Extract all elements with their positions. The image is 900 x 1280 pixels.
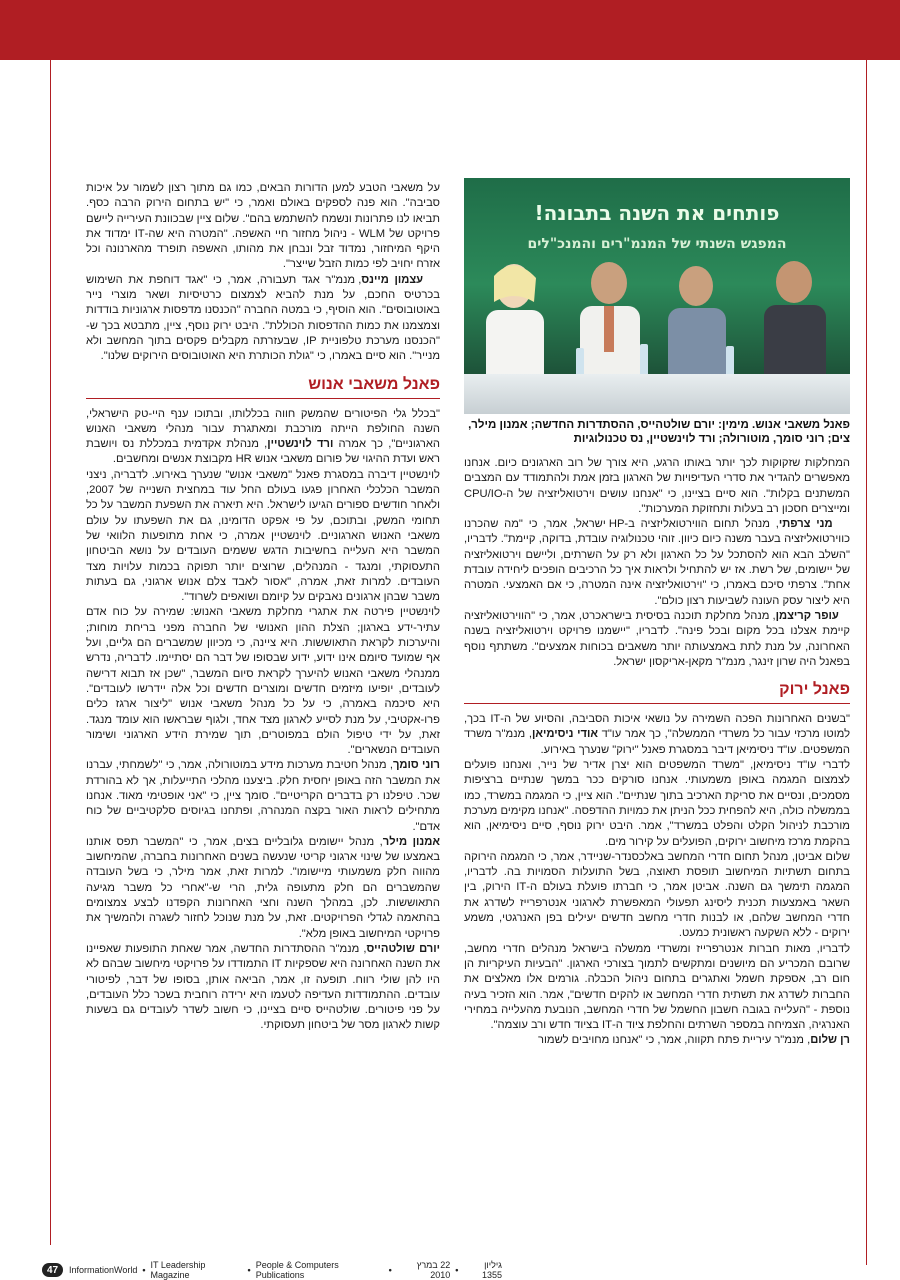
right-paragraph <box>464 517 850 609</box>
right-paragraph <box>464 1033 850 1048</box>
left-paragraph <box>86 407 440 468</box>
photo-caption: פאנל משאבי אנוש. מימין: יורם שולטהייס, ההסתדרות החדשה; אמנון מילר, צים; רוני סומך, מוטורולה; ורד לוינשטיין, נס טכנולוגיות <box>468 419 850 445</box>
right-margin-rule <box>866 60 867 1265</box>
right-paragraph: שלום אביטן, מנהל תחום חדרי המחשב באלכסנדר-שניידר, אמר, כי המגמה הירוקה בתחום תשתיות המיחשוב תופסת תאוצה, בשל התועלות הסמויות בה. לדבריו, המגמה תימשך גם השנה. אביטן אמר, כי חברתו פועלת בעולם ה-IT הירוק, בין השאר באמצעות תכנית ליסינג תפעולי המאפשרת לארגוני אנטרפרייז לשדרג את חדרי המחשב שלהם, או לבנות חדרי מחשב חדשים יעילים בפן האנרגטי, משמע ירוקים - ללא השקעה ראשונית כמעט. <box>464 850 851 940</box>
water-bottle-icon <box>726 346 734 376</box>
water-bottle-icon <box>576 348 584 376</box>
bullet-separator: • <box>388 1265 392 1275</box>
left-paragraph: על משאבי הטבע למען הדורות הבאים, כמו גם מתוך רצון לשמור על איכות סביבה". הוא פנה לספקים באולם ואמר, כי "יש בתחום הירוק הרבה כסף. תביאו לנו פתרונות ונשמח להשתמש בהם". שלום ציין שבכוונת העירייה ליישם פרויקט של WLM - ניהול מחזור חיי האשפה. "המטרה היא שה-IT ימדוד את היקף המיחזור, נמדוד זבל ונבחן את מהותו, האשפה תופרד מהארנונה וכל אזרח יחויב לפי כמות הזבל שייצר". <box>86 182 440 271</box>
person-figure <box>486 264 544 390</box>
speaker-name: עופר קריצמן <box>775 609 839 622</box>
paragraph-text: , מנהל חטיבת מערכות מידע במוטורולה, אמר, כי "לשמחתי, עברנו את המשבר הזה באופן יחסית חלק. ביצענו מהלכי התייעלות, אך לא בהורדת שכר. טיפלנו רק בדברים הקריטיים". סומך ציין, כי "אני אופטימי מאוד. אנחנו מתחילים לראות האור בקצה המנהרה, ופתחנו בגיוסים סלקטיביים של כוח אדם". <box>86 759 440 833</box>
speaker-name: עצמון מיינס <box>361 273 424 286</box>
paragraph-text: , מנהל יישומים גלובליים בצים, אמר, כי "המשבר תפס אותנו באמצעו של שינוי ארגוני קריטי שנעשה בשנים האחרונות בחברה, שהמיחשוב מהווה חלק משמעותי מיישומו". למרות זאת, אמר מילר, כי בשל העובדה שהמשברים הם חלק מתעופה גלית, הרי ש-"אחרי כל משבר מגיעה התאוששות. לכן, במהלך השנה וחצי האחרונות הקפדנו לבצע צמצומים בהתאמה לגדלי הפרויקטים. זאת, על מנת שנוכל לחזור לשגרה ולהמשיך את פרויקטי המיחשוב באופן מלא". <box>86 835 440 940</box>
panel-photo <box>464 178 850 414</box>
right-paragraph: לדברי עו"ד ניסימיאן, "משרד המשפטים הוא יצרן אדיר של נייר, ואנחנו פועלים לצמצום המגמה באופן משמעותי. אנחנו סורקים ככר במשך שנתיים ברציפות מסמכים, ונסיים את סריקת הארכיב בתוך שנתיים". הוא ציין, כי המגמה במשרד, כמו בממשלה כולה, היא להפחית ככל הניתן את כמויות ההדפסה. "אנחנו מקימים מערכת מורכבת לניהול הקלט והפלט במשרד", אמר. היבט ירוק נוסף, סיים ניסימיאן, הוא בהקמת מרכז מיחשוב ירוקים, הפועלים על קירור מים. <box>464 759 850 848</box>
speaker-name: אודי ניסימיאן <box>532 728 598 741</box>
speaker-name: ורד לוינשטיין <box>267 438 334 451</box>
photo-banner-subtitle: המפגש השנתי של המנמ"רים והמנכ"לים <box>527 236 787 252</box>
section-heading-green: פאנל ירוק <box>464 680 850 704</box>
speaker-name: יורם שולטהייס <box>366 942 440 955</box>
paragraph-text: "בכלל גלי הפיטורים שהמשק חווה בכללותו, ובתוכו ענף היי-טק הישראלי, השנה החולפת הייתה מורכבת ומאתגרת עבור מנהלי משאבי האנוש הארגוניים", כך אמרה <box>86 407 440 451</box>
speaker-name: מני צרפתי <box>778 518 833 531</box>
left-paragraph <box>86 942 440 1034</box>
left-paragraph: לוינשטיין דיברה במסגרת פאנל "משאבי אנוש" שנערך באירוע. לדבריה, ניצני המשבר הכלכלי האחרון פגעו בעולם החל עוד במחצית השנייה של 2007, ולאחר חודשים ספורים הגיעו לישראל. היא תיארה את השפעת המשבר על כל תחומי המשק, ובתוכם, על פי אפקט הדומינו, גם את השפעתו על עולם משאבי האנוש הארגוניים. לוינשטיין אמרה, כי אחת מתופעות הלוואי של המשבר היא העלייה בחשיבות הדגש ששמים העובדים על נושא הביטחון התעסוקתי, ומנגד - המנהלים, שרוצים יותר תפוקה בכמות עלויות מצד העובדים. למרות זאת, אמרה, "אסור לאבד צלם אנוש ארגוני, גם בעתות משבר שבהן ארגונים נאבקים על קיומם ושואפים לשרוד". <box>86 468 440 604</box>
paragraph-text: "בשנים האחרונות הפכה השמירה על נושאי איכות הסביבה, והסיוע של ה-IT בכך, למוטו מרכזי עבור כל משרדי הממשלה", כך אמר עו"ד <box>464 713 850 741</box>
footer-publisher: People & Computers Publications <box>255 1260 339 1280</box>
right-paragraph: לדבריו, מאות חברות אנטרפרייז ומשרדי ממשלה בישראל מנהלים חדרי מחשב, שרובם המכריע הם מיושנים ומתקשים לתמוך בצורכי הארגון. "הבעיות העיקריות הן חום רב, אספקת חשמל ואתגרים בתחום ניהול הכבלה. גורמים אלו מאלצים את החברות לשדרג את תשתית חדרי המחשב או להקים חדשים", אמר. הוא הזכיר בעיה נוספת - "העלייה בגובה חשבון החשמל של חדרי המחשב, הנובעת מהעלייה במחירי האנרגיה, הצמיחה במספר השרתים והחלפת ציוד ה-IT בציוד חדש ורב עוצמה". <box>464 942 850 1032</box>
panel-table <box>464 374 850 414</box>
right-text-column <box>464 456 850 1049</box>
paragraph-text: , מנהל תחום הווירטואליזציה ב-HP ישראל, אמר, כי "מה שהכרנו כווירטואליזציה בעבר משנה כיום כיוון. זוהי טכנולוגיה עובדת, בדוקה, קיימת". לדבריו, "השלב הבא הוא להסתכל על כל הארגון ולא רק על השרתים, וליישם וירטואליזציה של יישומים, של רשת. אז יש להתחיל ולראות איך כל הרכיבים הופכים ליחידה עובדת אחת". צרפתי סיכם באמרו, כי "וירטואליזציה אינה המטרה, כי אם האמצעי. המטרה היא ליצור עסק העונה לשביעות רצון כולם". <box>464 518 850 607</box>
bullet-separator: • <box>142 1265 146 1275</box>
footer-issue: גיליון 1355 <box>481 1260 502 1280</box>
paragraph-text: , מנהלת אקדמית במכללת נס ויושבת ראש ועדת ההיגוי של פורום משאבי אנוש HR מקבוצת אנשים ומחשבים. <box>86 438 440 466</box>
left-text-column <box>86 181 440 1034</box>
page-number: 47 <box>42 1263 63 1277</box>
right-paragraph <box>464 609 850 670</box>
paragraph-text: , מנמ"ר משרד המשפטים. עו"ד ניסימיאן דיבר במסגרת פאנל "ירוק" שנערך באירוע. <box>464 728 850 756</box>
right-paragraph <box>464 712 850 758</box>
left-paragraph <box>86 273 440 365</box>
left-margin-rule <box>50 60 51 1245</box>
footer-magazine: IT Leadership Magazine <box>150 1260 206 1280</box>
left-paragraph: לוינשטיין פירטה את אתגרי מחלקת משאבי האנוש: שמירה על כוח אדם עתיר-ידע בארגון; הצלת ההון האנושי של החברה מפני בריחת מוחות; והיערכות לקראת התאוששות. היא ציינה, כי מכיוון שמשברים הם גליים, ועל אף שמועד סיומם אינו ידוע, ידוע שבסופו של דבר הם יסתיימו. לדבריה, נדרש ממנהלי משאבי האנוש להיערך לקראת סיום המשבר, "שכן אז תבוא דרישה לעובדים, יופיעו מיזמים חדשים ומוצרים חדשים וכל אלה יידרשו לעובדים". היא סיכמה באמרה, כי על כל מנהל משאבי אנוש "ליצור ארגז כלים פרו-אקטיבי, על מנת לסייע לארגון מצד אחד, ולגוף שבראשו הוא עומד מנגד. זאת, על ידי טיפול הולם במפוטרים, תוך שמירת הידע הארגוני ושימור העובדים הנשארים". <box>86 606 440 757</box>
footer-date: 22 במרץ 2010 <box>416 1260 451 1280</box>
water-bottle-icon <box>640 344 648 376</box>
speaker-name: רוני סומך <box>392 759 440 772</box>
page-footer <box>42 1262 502 1278</box>
paragraph-text: , מנמ"ר ההסתדרות החדשה, אמר שאחת התופעות שאפיינו את השנה האחרונה היא שספקיות IT התמודדו על פרויקטי מיחשוב שבהם לא היו להן שולי רווח. תופעה זו, אמר, הביאה אותן, בסופו של דבר, לפיטורי עובדים. ההתמודדות העדיפה לטעמו היא ירידה רוחבית בשכר כלל העובדים, על פני פיטורים. שולטהייס סיים בציינו, כי חשוב לשדר לעובדים גם בשעות קשות לארגון מסר של ביטחון תעסוקתי. <box>86 942 440 1032</box>
bullet-separator: • <box>247 1265 251 1275</box>
top-color-band <box>0 0 900 60</box>
left-paragraph <box>86 758 440 834</box>
paragraph-text: , מנמ"ר אגד תעבורה, אמר, כי "אגד דוחפת את השימוש בכרטיס החכם, על מנת להביא לצמצום כרטיסיות ושאר מוצרי נייר באוטובוסים". הוא הוסיף, כי במטה החברה "הכנסנו מדפסות ארגוניות בודדות וצמצמנו את כמות ההדפסות הכוללת". היבט ירוק נוסף, ציין, מתבטא בכך ש-"הכנסנו מערכת טלפוניית IP, שבעזרתה מקבלים פקסים בתוך המחשב ולא מנייר". הוא סיים באמרו, כי "גולת הכותרת היא האוטובוסים הירוקים שלנו". <box>86 273 440 363</box>
photo-banner-title: פותחים את השנה בתבונה! <box>534 201 780 225</box>
paragraph-text: , מנמ"ר עיריית פתח תקווה, אמר, כי "אנחנו מחויבים לשמור <box>538 1034 811 1047</box>
paragraph-text: , מנהל מחלקת תוכנה בסיסית בישראכרט, אמר, כי "הווירטואליזציה קיימת אצלנו בכל מקום ובכל פינה". לדבריו, "יישמנו פרויקט וירטואליזציה בשנה האחרונה, על מנת לתת באמצעותה יותר משאבים בכוחות אמצעים". משתתף נוסף בפאנל היה שרון זינגר, מנמ"ר מקאן-אריקסון ישראל. <box>464 609 850 668</box>
footer-publication: InformationWorld <box>69 1265 138 1275</box>
bullet-separator: • <box>455 1265 459 1275</box>
speaker-name: רן שלום <box>810 1034 850 1047</box>
speaker-name: אמנון מילר <box>382 835 440 848</box>
right-paragraph: המחלקות שזקוקות לכך יותר באותו הרגע, היא צורך של רוב הארגונים כיום. אנחנו מאפשרים להגדיר את סדרי העדיפויות של הארגון בזמן אמת ולהתמודד עם המצבים המשתנים בקלות". הוא סיים בציינו, כי "אנחנו עושים וירטואליזציה של ה-CPU/IO ומייצרים חסכון רב בעלות ותחזוקת המערכות". <box>464 457 850 515</box>
left-paragraph <box>86 835 440 942</box>
section-heading-hr: פאנל משאבי אנוש <box>86 375 440 399</box>
panel-photo-illustration <box>464 178 850 414</box>
